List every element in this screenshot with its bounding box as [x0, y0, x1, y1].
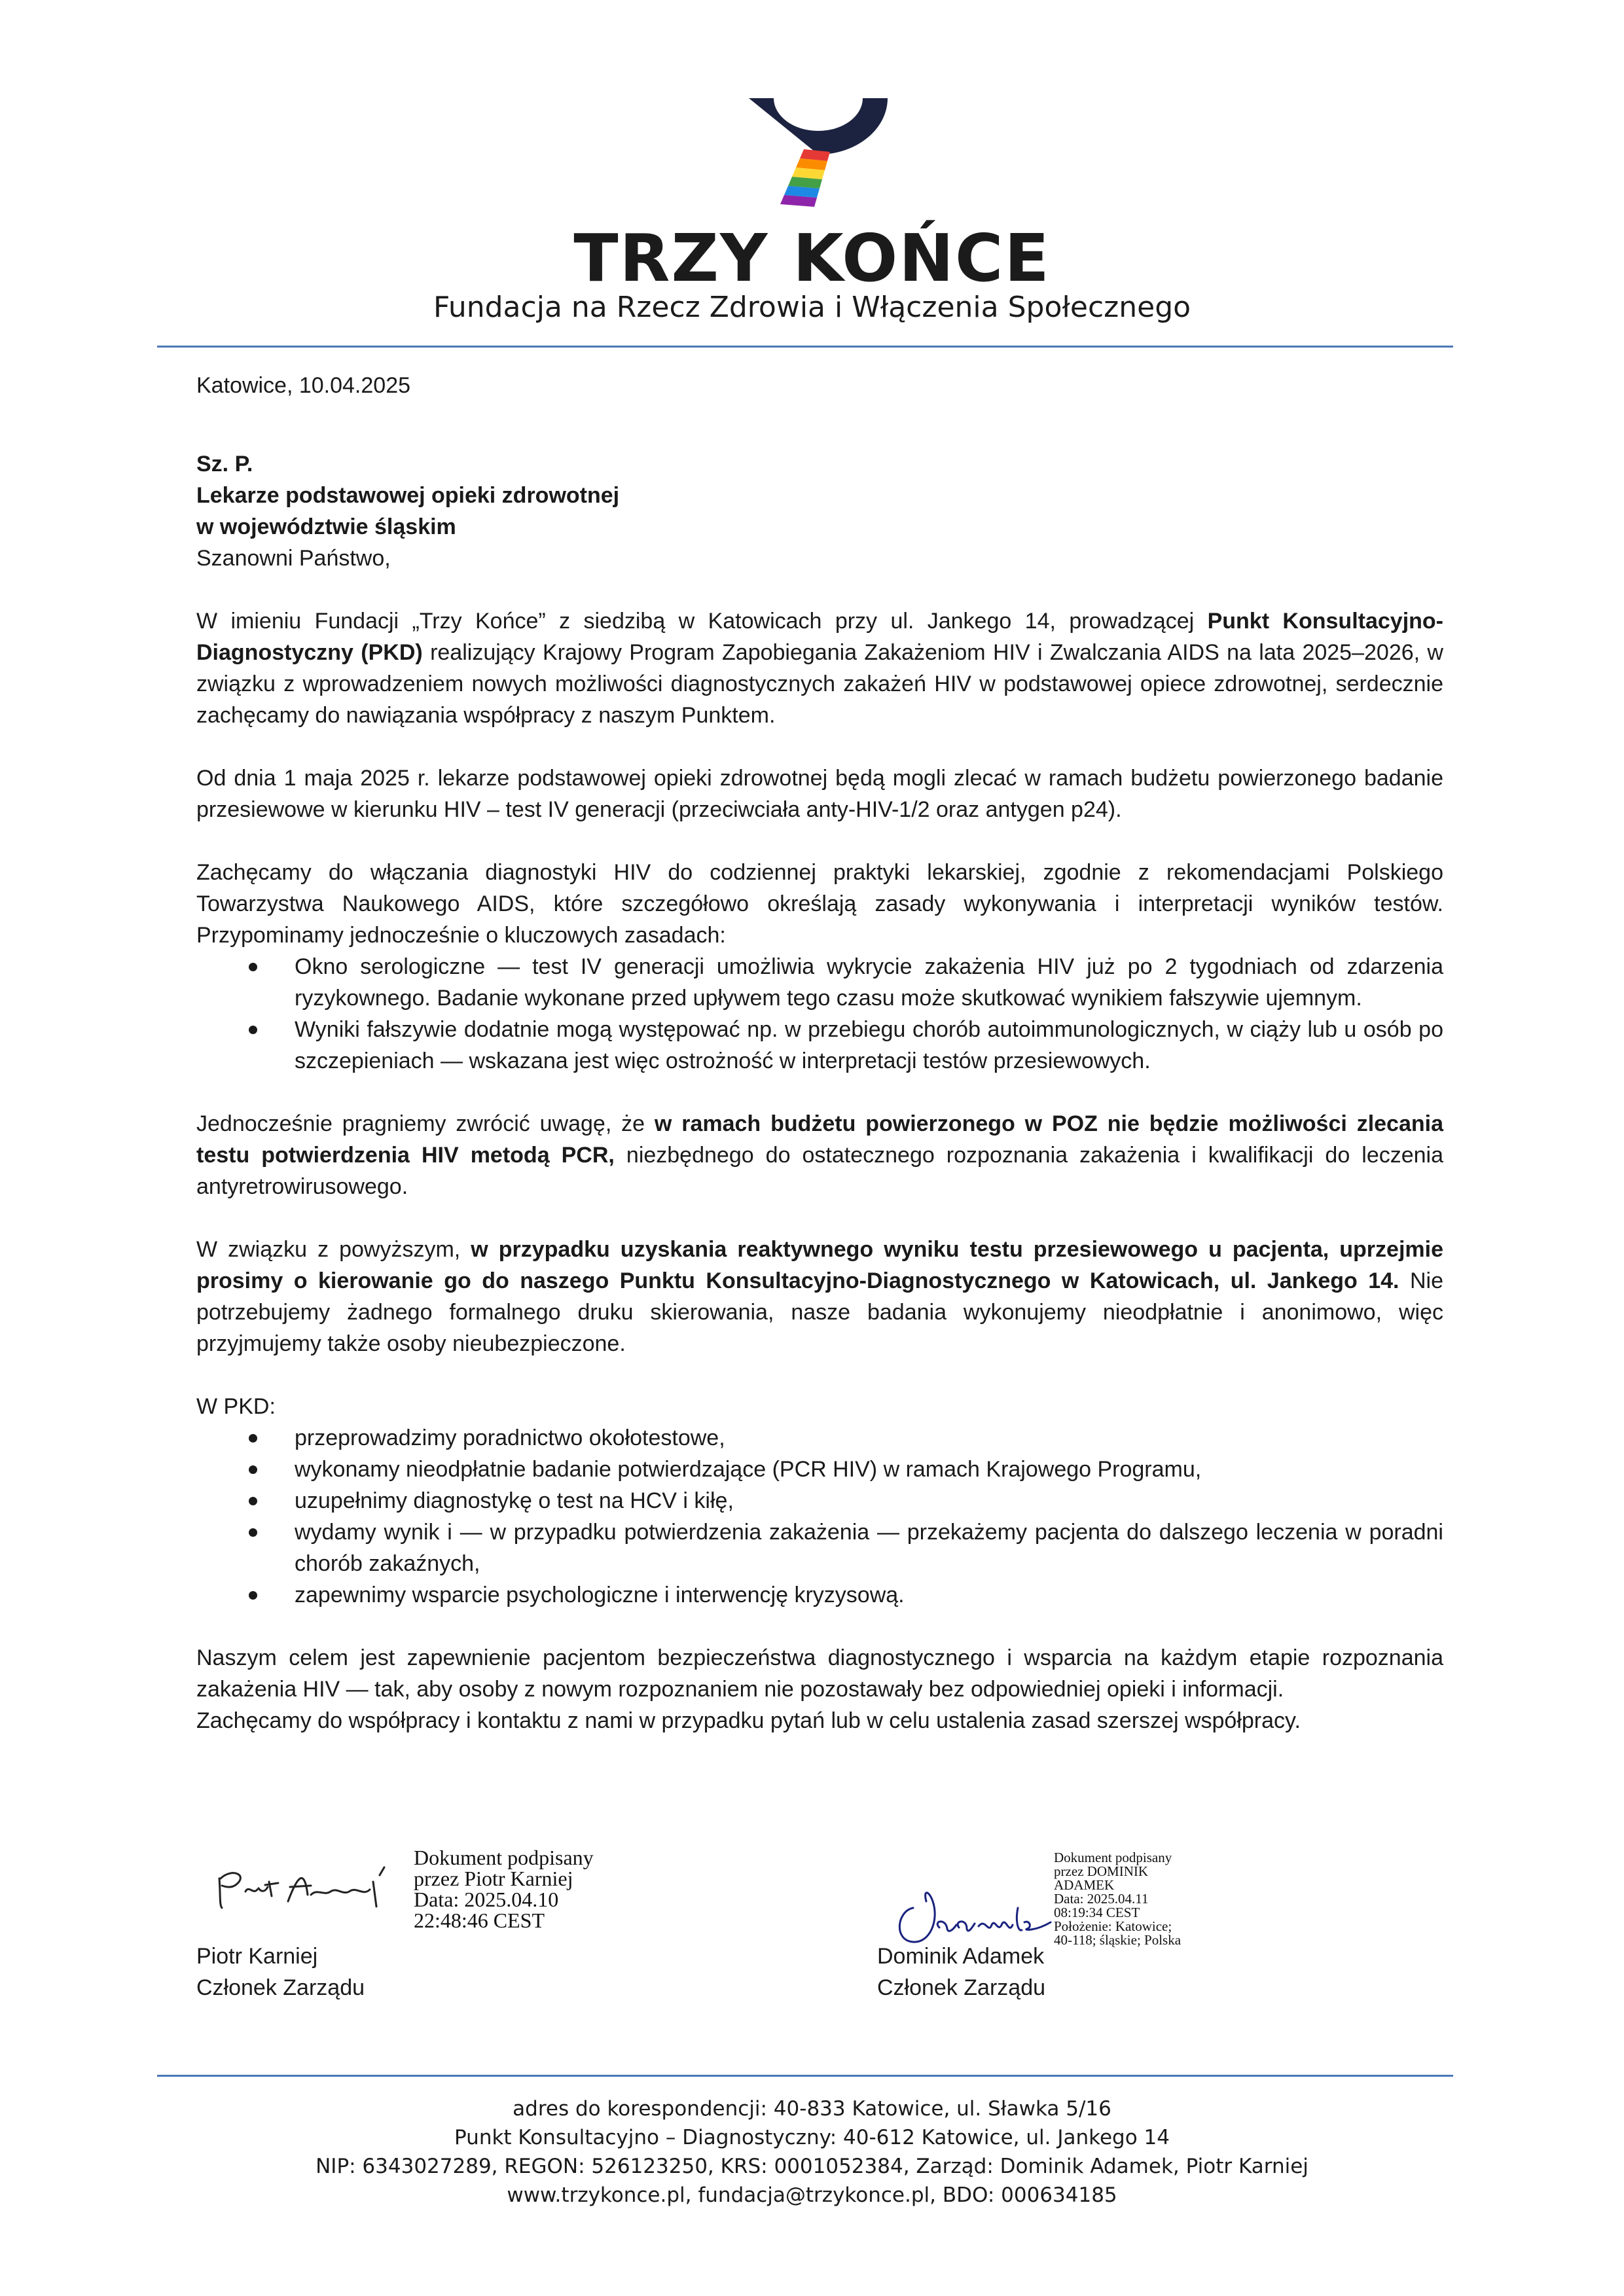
footer-line: Punkt Konsultacyjno – Diagnostyczny: 40-612 Katowice, ul. Jankego 14: [454, 2126, 1170, 2149]
list-item: wydamy wynik i — w przypadku potwierdzenia zakażenia — przekażemy pacjenta do dalszego leczenia w poradni chorób zakaźnych,: [295, 1516, 1443, 1579]
footer-divider: [157, 2075, 1453, 2077]
paragraph-closing: Naszym celem jest zapewnienie pacjentom bezpieczeństwa diagnostycznego i wsparcia na każdym etapie rozpoznania zakażenia HIV — tak, aby osoby z nowym rozpoznaniem nie pozostawały bez odpowiedniej opieki i informacji.: [196, 1645, 1443, 1702]
list-item: Wyniki fałszywie dodatnie mogą występować np. w przebiegu chorób autoimmunologicznych, w ciąży lub u osób po szczepieniach — wskazana jest więc ostrożność w interpretacji testów przesiewowych.: [295, 1014, 1443, 1077]
signatory-block-2: [877, 1941, 1045, 2003]
pkd-services-list: [196, 1422, 1443, 1611]
paragraph-introduction: [196, 605, 1443, 731]
header-divider: [157, 346, 1453, 348]
paragraph-text: W imieniu Fundacji „Trzy Końce” z siedzibą w Katowicach przy ul. Jankego 14, prowadzącej: [196, 609, 1208, 634]
list-item: zapewnimy wsparcie psychologiczne i interwencję kryzysową.: [295, 1579, 1443, 1611]
signatory-block-1: [196, 1941, 365, 2003]
stamp-line: ADAMEK: [1054, 1877, 1115, 1893]
letter-date: Katowice, 10.04.2025: [196, 373, 411, 398]
recipient-line: w województwie śląskim: [196, 514, 456, 539]
paragraph-bold-text: w ramach budżetu powierzonego w POZ nie będzie możliwości zlecania testu potwierdzenia HIV metodą PCR,: [196, 1111, 1443, 1168]
paragraph-recommendations: Zachęcamy do włączania diagnostyki HIV do codziennej praktyki lekarskiej, zgodnie z rekomendacjami Polskiego Towarzystwa Naukowego AIDS, które szczegółowo określają zasady wykonywania i interpretacji wyników testów. Przypominamy jednocześnie o kluczowych zasadach:: [196, 860, 1443, 948]
stamp-line: 40-118; śląskie; Polska: [1054, 1932, 1182, 1948]
list-item: wykonamy nieodpłatnie badanie potwierdzające (PCR HIV) w ramach Krajowego Programu,: [295, 1454, 1443, 1485]
digital-signature-stamp-1: [414, 1847, 594, 1931]
stamp-line: Data: 2025.04.11: [1054, 1891, 1149, 1907]
paragraph-text: Jednocześnie pragniemy zwrócić uwagę, że: [196, 1111, 655, 1136]
digital-signature-stamp-2: [1054, 1851, 1181, 1947]
paragraph-bold-text: Punkt Konsultacyjno-Diagnostyczny (PKD): [196, 609, 1443, 665]
recipient-block: [196, 448, 1443, 543]
signature-piotr-karniej: [213, 1856, 403, 1918]
footer-line: adres do korespondencji: 40-833 Katowice, ul. Sławka 5/16: [513, 2097, 1111, 2121]
list-item: Okno serologiczne — test IV generacji umożliwia wykrycie zakażenia HIV już po 2 tygodniach od zdarzenia ryzykownego. Badanie wykonane przed upływem tego czasu może skutkować wynikiem fałszywie ujemnym.: [295, 951, 1443, 1014]
paragraph-pcr-notice: [196, 1108, 1443, 1202]
stamp-line: Położenie: Katowice;: [1054, 1918, 1172, 1934]
paragraph-bold-text: w przypadku uzyskania reaktywnego wyniku testu przesiewowego u pacjenta, uprzejmie prosimy o kierowanie go do naszego Punktu Konsultacyjno-Diagnostycznego w Katowicach, ul. Jankego 14.: [196, 1237, 1443, 1293]
list-item: przeprowadzimy poradnictwo okołotestowe,: [295, 1422, 1443, 1454]
footer-line: www.trzykonce.pl, fundacja@trzykonce.pl, BDO: 000634185: [507, 2183, 1117, 2207]
paragraph-text: realizujący Krajowy Program Zapobiegania Zakażeniom HIV i Zwalczania AIDS na lata 2025–2026, w związku z wprowadzeniem nowych możliwości diagnostycznych zakażeń HIV w podstawowej opiece zdrowotnej, serdecznie zachęcamy do nawiązania współpracy z naszym Punktem.: [196, 640, 1443, 728]
stamp-line: 22:48:46 CEST: [414, 1909, 545, 1932]
paragraph-screening: Od dnia 1 maja 2025 r. lekarze podstawowej opieki zdrowotnej będą mogli zlecać w ramach budżetu powierzonego badanie przesiewowe w kierunku HIV – test IV generacji (przeciwciała anty-HIV-1/2 oraz antygen p24).: [196, 766, 1443, 822]
stamp-line: Data: 2025.04.10: [414, 1888, 559, 1911]
signatory-name: Dominik Adamek: [877, 1944, 1045, 1969]
salutation: Szanowni Państwo,: [196, 546, 391, 571]
foundation-logo-icon: [740, 98, 897, 216]
recipient-line: Sz. P.: [196, 452, 253, 476]
stamp-line: Dokument podpisany: [414, 1846, 594, 1869]
paragraph-referral: [196, 1234, 1443, 1359]
paragraph-text: Nie potrzebujemy żadnego formalnego druku skierowania, nasze badania wykonujemy nieodpłatnie i anonimowo, więc przyjmujemy także osoby nieubezpieczone.: [196, 1268, 1443, 1356]
stamp-line: Dokument podpisany: [1054, 1850, 1172, 1865]
key-rules-list: [196, 951, 1443, 1077]
signatory-role: Członek Zarządu: [877, 1975, 1046, 2000]
paragraph-closing-invite: Zachęcamy do współpracy i kontaktu z nami w przypadku pytań lub w celu ustalenia zasad szerszej współpracy.: [196, 1708, 1301, 1733]
organization-name: TRZY KOŃCE: [573, 220, 1051, 296]
organization-subtitle: Fundacja na Rzecz Zdrowia i Włączenia Społecznego: [433, 291, 1191, 324]
footer-line: NIP: 6343027289, REGON: 526123250, KRS: 0001052384, Zarząd: Dominik Adamek, Piotr Karniej: [316, 2155, 1308, 2178]
stamp-line: 08:19:34 CEST: [1054, 1905, 1140, 1920]
signatory-name: Piotr Karniej: [196, 1944, 318, 1969]
letter-body: [196, 370, 1443, 1736]
stamp-line: przez DOMINIK: [1054, 1863, 1149, 1879]
recipient-line: Lekarze podstawowej opieki zdrowotnej: [196, 483, 620, 508]
paragraph-text: W związku z powyższym,: [196, 1237, 471, 1262]
footer: [0, 2094, 1624, 2210]
stamp-line: przez Piotr Karniej: [414, 1867, 573, 1890]
paragraph-text: niezbędnego do ostatecznego rozpoznania zakażenia i kwalifikacji do leczenia antyretrowirusowego.: [196, 1143, 1444, 1199]
signatory-role: Członek Zarządu: [196, 1975, 365, 2000]
paragraph-pkd-intro: W PKD:: [196, 1394, 276, 1419]
list-item: uzupełnimy diagnostykę o test na HCV i kiłę,: [295, 1485, 1443, 1516]
